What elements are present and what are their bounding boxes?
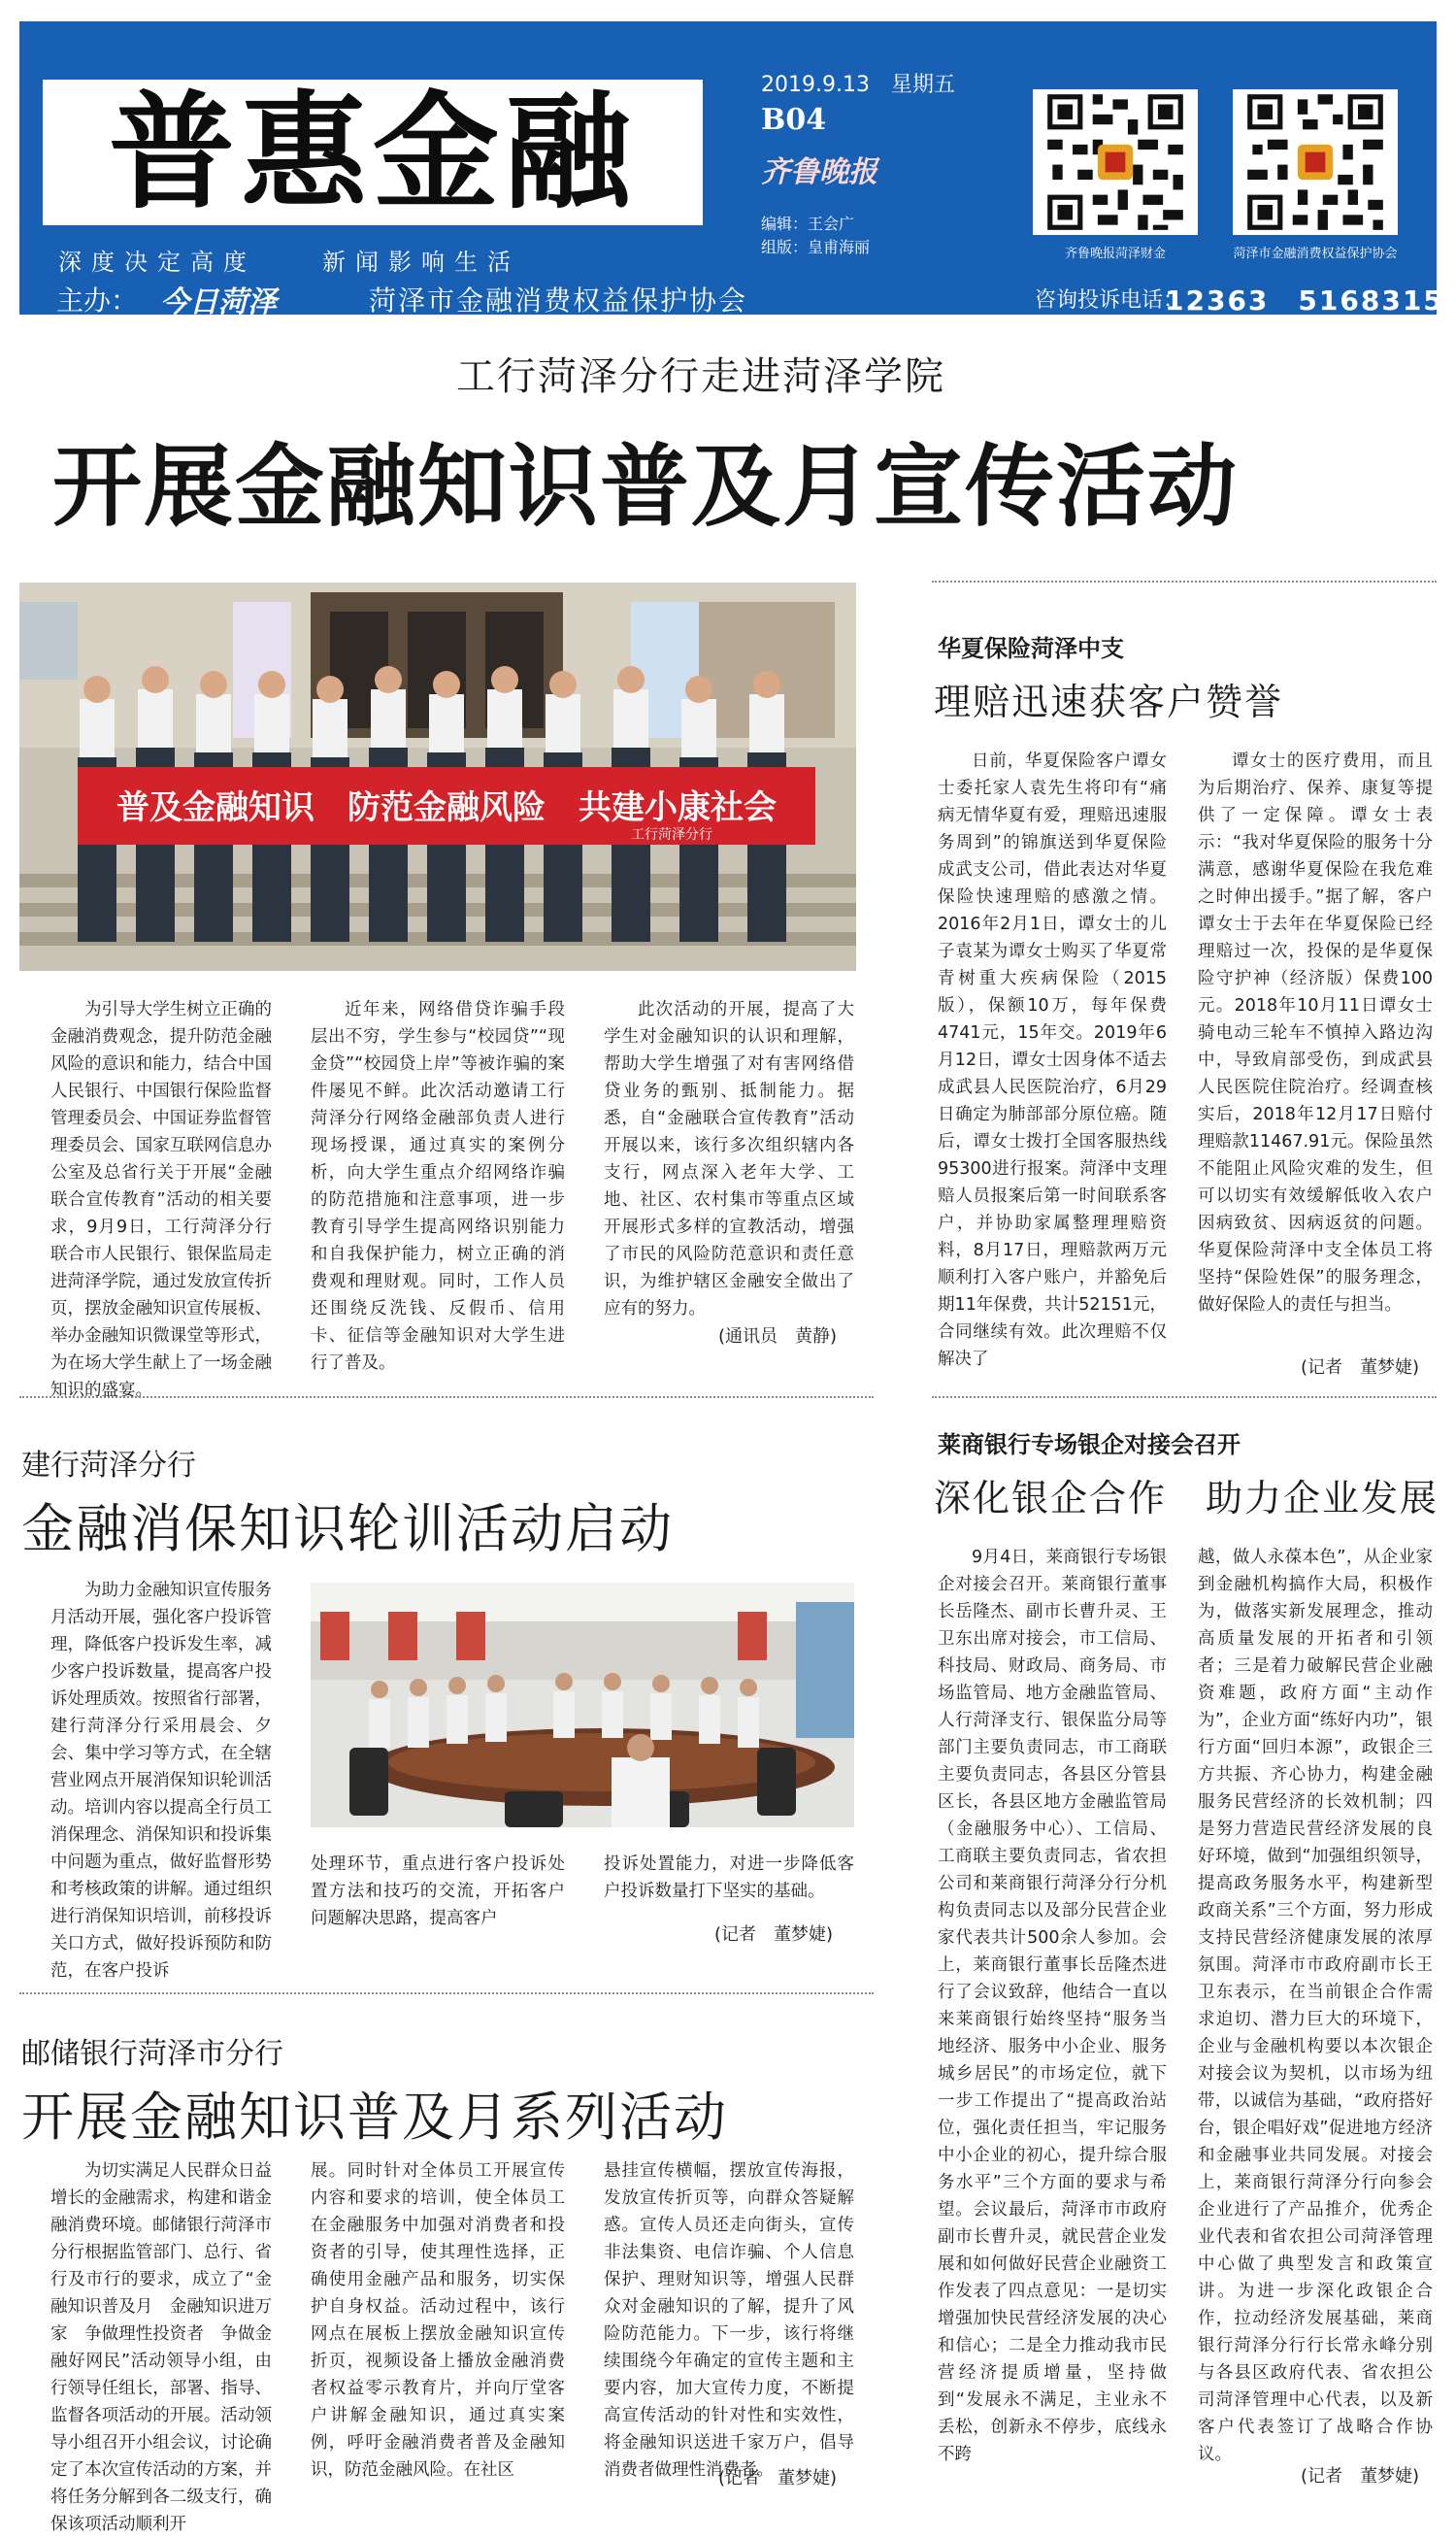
newspaper-logo: 齐鲁晚报 <box>761 155 877 189</box>
huaxia-col-2 <box>1198 748 1433 1346</box>
masthead-slogan: 深度决定高度 新闻影响生活 <box>58 249 520 276</box>
main-article-col-3 <box>604 996 854 1319</box>
main-article-text-1: 为引导大学生树立正确的金融消费观念，提升防范金融风险的意识和能力，结合中国人民银行、中国银行保险监督管理委员会、中国证券监督管理委员会、国家互联网信息办公室及总省行关于开展“金融联合宣传教育”活动的相关要求，9月9日，工行菏泽分行联合市人民银行、银保监局走进菏泽学院，通过发放宣传折页，摆放金融知识宣传展板、举办金融知识微课堂等形式，为在场大学生献上了一场金融知识的盛宴。 <box>50 1000 272 1400</box>
masthead <box>19 21 1444 319</box>
main-article-col-1 <box>50 996 272 1400</box>
ccb-text-1: 为助力金融知识宣传服务月活动开展，强化客户投诉管理，降低客户投诉发生率，减少客户投诉数量，提高客户投诉处理质效。按照省行部署，建行菏泽分行采用晨会、夕会、集中学习等方式，在全辖营业网点开展消保知识轮训活动。培训内容以提高全行员工消保理念、消保知识和投诉集中问题为重点，做好监督形势和考核政策的讲解。通过组织进行消保知识培训，前移投诉关口方式，做好投诉预防和防范，在客户投诉 <box>50 1581 272 1981</box>
banner-text: 普及金融知识 防范金融风险 共建小康社会 <box>116 788 777 827</box>
laishang-text-2: 越，做人永葆本色”，从企业家到金融机构搞作大局，积极作为，做落实新发展理念，推动高质量发展的开拓者和引领者；三是着力破解民营企业融资难题，政府方面“主动作为”，企业方面“练好内功”，银行方面“回归本源”，政银企三方共振、齐心协力，构建金融服务民营经济的长效机制；四是努力营造民营经济发展的良好环境，做到“加强组织领导，提高政务服务水平，构建新型政商关系”三个方面，努力形成支持民营经济健康发展的浓厚氛围。菏泽市市政府副市长王卫东表示，在当前银企合作需求迫切、潜力巨大的环境下，企业与金融机构要以本次银企对接会议为契机，以市场为纽带，以诚信为基础，“政府搭好台，银企唱好戏”促进地方经济和金融事业共同发展。对接会上，莱商银行菏泽分行向参会企业进行了产品推介，优秀企业代表和省农担公司菏泽管理中心做了典型发言和政策宣讲。为进一步深化政银企合作，拉动经济发展基础，莱商银行菏泽分行行长常永峰分别与各县区政府代表、省农担公司菏泽管理中心代表，以及新客户代表签订了战略合作协议。 <box>1198 1548 1433 2464</box>
huaxia-kicker: 华夏保险菏泽中支 <box>938 635 1124 662</box>
psbc-headline: 开展金融知识普及月系列活动 <box>21 2087 728 2148</box>
editor-credit: 编辑：王会广 <box>761 215 855 233</box>
ccb-col-3 <box>604 1851 854 1905</box>
qr-left-caption: 齐鲁晚报菏泽财金 <box>1064 247 1166 261</box>
group-banner-photo <box>19 583 856 971</box>
issue-date: 2019.9.13 星期五 <box>761 73 955 97</box>
divider-rule-right-1 <box>932 1396 1437 1398</box>
main-article-byline: (通讯员 黄静) <box>718 1326 838 1347</box>
psbc-text-3: 悬挂宣传横幅，摆放宣传海报，发放宣传折页等，向群众答疑解惑。宣传人员还走向街头，宣传非法集资、电信诈骗、个人信息保护、理财知识等，增强人民群众对金融知识的了解，提升了风险防范能力。下一步，该行将继续围绕今年确定的宣传主题和主要内容，加大宣传力度，不断提高宣传活动的针对性和实效性，将金融知识送进千家万户，倡导消费者做理性消费者。 <box>604 2161 854 2480</box>
laishang-byline: (记者 董梦婕) <box>1301 2466 1420 2487</box>
layout-credit: 组版：皇甫海丽 <box>761 238 871 256</box>
main-article-kicker: 工行菏泽分行走进菏泽学院 <box>456 354 945 399</box>
hotline-number: 12363 5168315 <box>1165 284 1444 317</box>
hotline-label: 咨询投诉电话： <box>1035 288 1185 313</box>
laishang-kicker: 莱商银行专场银企对接会召开 <box>938 1431 1241 1458</box>
ccb-byline: (记者 董梦婕) <box>714 1924 834 1945</box>
sponsor-association: 菏泽市金融消费权益保护协会 <box>369 284 748 317</box>
huaxia-text-1: 日前，华夏保险客户谭女士委托家人袁先生将印有“痛病无情华夏有爱，理赔迅速服务周到”的锦旗送到华夏保险成武支公司，借此表达对华夏保险快速理赔的感激之情。2016年2月1日，谭女士的儿子袁某为谭女士购买了华夏常青树重大疾病保险（2015版），保额10万，每年保费4741元，15年交。2019年6月12日，谭女士因身体不适去成武县人民医院治疗，6月29日确定为肺部部分原位癌。随后，谭女士拨打全国客服热线95300进行报案。菏泽中支理赔人员报案后第一时间联系客户，并协助家属整理理赔资料，8月17日，理赔款两万元顺利打入客户账户，并豁免后期11年保费，共计52151元，合同继续有效。此次理赔不仅解决了 <box>938 751 1167 1369</box>
ccb-text-2: 处理环节，重点进行客户投诉处置方法和技巧的交流，开拓客户问题解决思路，提高客户 <box>311 1854 565 1928</box>
sponsor-bar <box>19 280 1444 319</box>
huaxia-col-1 <box>938 748 1167 1373</box>
psbc-col-1 <box>50 2157 272 2534</box>
psbc-text-1: 为切实满足人民群众日益增长的金融需求，构建和谐金融消费环境。邮储银行菏泽市分行根据监管部门、总行、省行及市行的要求，成立了“金融知识普及月 金融知识进万家 争做理性投资者 争做金融好网民”活动领导小组，由行领导任组长，部署、指导、监督各项活动的开展。活动领导小组召开小组会议，讨论确定了本次宣传活动的方案，并将任务分解到各二级支行，确保该项活动顺利开 <box>50 2161 272 2534</box>
huaxia-byline: (记者 董梦婕) <box>1301 1357 1420 1378</box>
main-article-text-3: 此次活动的开展，提高了大学生对金融知识的认识和理解，帮助大学生增强了对有害网络借贷业务的甄别、抵制能力。据悉，自“金融联合宣传教育”活动开展以来，该行多次组织辖内各支行，网点深入老年大学、工地、社区、农村集市等重点区域开展形式多样的宣教活动，增强了市民的风险防范意识和责任意识，为维护辖区金融安全做出了应有的努力。 <box>604 1000 854 1319</box>
ccb-col-1 <box>50 1577 272 1981</box>
masthead-title: 普惠金融 <box>108 79 637 226</box>
psbc-text-2: 展。同时针对全体员工开展宣传内容和要求的培训，使全体员工在金融服务中加强对消费者和投资者的引导，使其理性选择，正确使用金融产品和服务，切实保护自身权益。活动过程中，该行网点在展板上摆放金融知识宣传折页，视频设备上播放金融消费者权益零示教育片，并向厅堂客户讲解金融知识，通过真实案例，呼吁金融消费者普及金融知识，防范金融风险。在社区 <box>311 2161 565 2480</box>
sponsor-brand: 今日菏泽 <box>160 285 277 319</box>
qr-code-left-graphic <box>1042 89 1188 235</box>
qr-code-right-graphic <box>1242 89 1388 235</box>
laishang-col-1 <box>938 1544 1167 2482</box>
ccb-headline: 金融消保知识轮训活动启动 <box>21 1498 674 1559</box>
divider-rule-left-1 <box>19 1396 874 1398</box>
masthead-title-box <box>43 80 703 225</box>
divider-rule-left-2 <box>19 1992 874 1994</box>
ccb-photo <box>311 1583 854 1827</box>
main-article-headline: 开展金融知识普及月宣传活动 <box>52 435 1240 539</box>
main-article-text-2: 近年来，网络借贷诈骗手段层出不穷，学生参与“校园贷”“现金贷”“校园贷上岸”等被诈骗的案件屡见不鲜。此次活动邀请工行菏泽分行网络金融部负责人进行现场授课，通过真实的案例分析，向大学生重点介绍网络诈骗的防范措施和注意事项，进一步教育引导学生提高网络识别能力和自我保护能力，树立正确的消费观和理财观。同时，工作人员还围绕反洗钱、反假币、信用卡、征信等金融知识对大学生进行了普及。 <box>311 1000 565 1373</box>
qr-right-caption: 菏泽市金融消费权益保护协会 <box>1233 247 1398 261</box>
sponsor-label: 主办： <box>56 284 139 317</box>
laishang-text-1: 9月4日，莱商银行专场银企对接会召开。莱商银行董事长岳隆杰、副市长曹升灵、王卫东出席对接会，市工信局、科技局、财政局、商务局、市场监管局、地方金融监管局、人行菏泽支行、银保监分局等部门主要负责同志，市工商联主要负责同志，各县区分管县区长，各县区地方金融监管局（金融服务中心）、工信局、工商联主要负责同志，省农担公司和莱商银行菏泽分行分机构负责同志以及部分民营企业家代表共计500余人参加。会上，莱商银行董事长岳隆杰进行了会议致辞，他结合一直以来莱商银行始终坚持“服务当地经济、服务中小企业、服务城乡居民”的市场定位，就下一步工作提出了“提高政治站位，强化责任担当，牢记服务中小企业的初心，提升综合服务水平”三个方面的要求与希望。会议最后，菏泽市市政府副市长曹升灵，就民营企业发展和如何做好民营企业融资工作发表了四点意见：一是切实增强加快民营经济发展的决心和信心；二是全力推动我市民营经济提质增量，坚持做到“发展永不满足，主业永不丢松，创新永不停步，底线永不跨 <box>938 1548 1167 2464</box>
banner-subtext: 工行菏泽分行 <box>631 827 712 843</box>
divider-rule <box>932 581 1437 583</box>
psbc-kicker: 邮储银行菏泽市分行 <box>21 2037 283 2071</box>
page-number: B04 <box>761 103 827 137</box>
qr-code-left-icon <box>1033 89 1198 235</box>
huaxia-headline: 理赔迅速获客户赞誉 <box>934 681 1284 723</box>
ccb-text-3: 投诉处置能力，对进一步降低客户投诉数量打下坚实的基础。 <box>604 1854 854 1901</box>
psbc-col-2 <box>311 2157 565 2484</box>
ccb-kicker: 建行菏泽分行 <box>21 1449 196 1483</box>
meeting-room-photo <box>311 1583 854 1827</box>
huaxia-text-2: 谭女士的医疗费用，而且为后期治疗、保养、康复等提供了一定保障。谭女士表示：“我对华夏保险的服务十分满意，感谢华夏保险在我危难之时伸出援手。”据了解，客户谭女士于去年在华夏保险已经理赔过一次，投保的是华夏保险守护神（经济版）保费100元。2018年10月11日谭女士骑电动三轮车不慎掉入路边沟中，导致肩部受伤，到成武县人民医院住院治疗。经调查核实后，2018年12月17日赔付理赔款11467.91元。保险虽然不能阻止风险灾难的发生，但可以切实有效缓解低收入农户因病致贫、因病返贫的问题。华夏保险菏泽中支全体员工将坚持“保险姓保”的服务理念，做好保险人的责任与担当。 <box>1198 751 1433 1315</box>
ccb-col-2 <box>311 1851 565 1957</box>
qr-code-right-icon <box>1233 89 1398 235</box>
main-article-photo <box>19 583 856 971</box>
laishang-col-2 <box>1198 1544 1433 2464</box>
main-article-col-2 <box>311 996 565 1373</box>
psbc-byline: (记者 董梦婕) <box>718 2468 838 2488</box>
laishang-headline: 深化银企合作 助力企业发展 <box>934 1477 1439 1519</box>
